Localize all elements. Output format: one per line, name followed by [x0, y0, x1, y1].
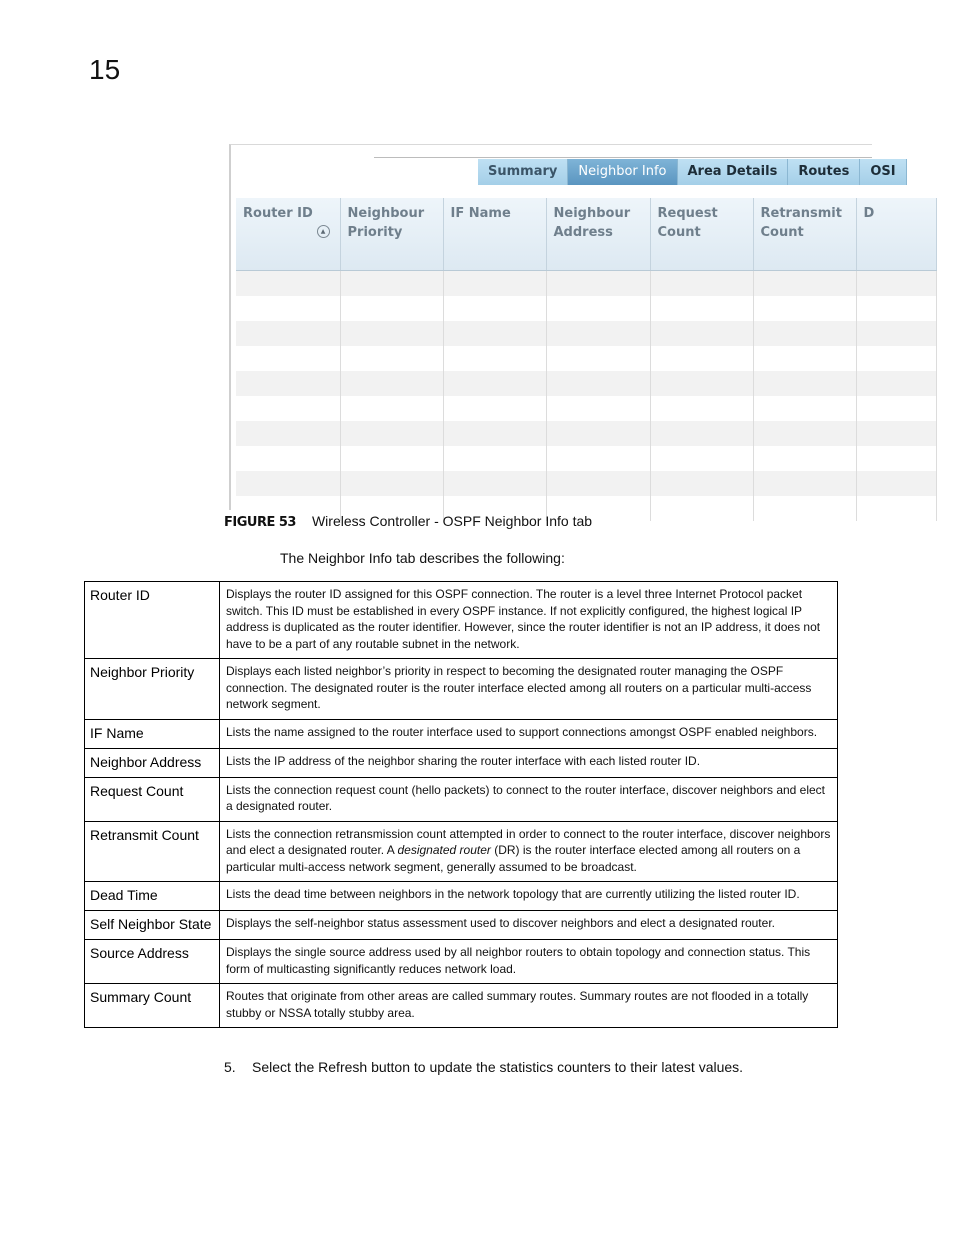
table-cell	[546, 321, 650, 346]
table-cell	[856, 396, 936, 421]
table-cell	[856, 421, 936, 446]
tab-area-details[interactable]: Area Details	[678, 159, 789, 185]
column-header-neighbour-priority[interactable]	[340, 198, 443, 271]
step-prefix: Select the	[252, 1059, 319, 1075]
figure-title: Wireless Controller - OSPF Neighbor Info tab	[311, 513, 593, 529]
divider	[374, 157, 872, 158]
table-row[interactable]	[236, 396, 936, 421]
column-header-label: Router ID	[243, 206, 313, 221]
table-cell	[236, 346, 340, 371]
table-cell	[443, 346, 546, 371]
column-header-d[interactable]	[856, 198, 936, 271]
field-row	[85, 777, 838, 821]
intro-tab-name: Neighbor Info	[308, 550, 393, 566]
column-header-if-name[interactable]	[443, 198, 546, 271]
description-text: (DR) is the router interface elected among all routers on a particular multi-access network segment, generally assumed to be broadcast.	[226, 843, 801, 874]
table-cell	[340, 421, 443, 446]
figure-label: FIGURE 53	[224, 515, 296, 530]
table-cell	[650, 321, 753, 346]
table-cell	[753, 496, 856, 521]
table-cell	[340, 271, 443, 297]
field-term: Router ID	[85, 582, 220, 659]
column-header-request-count[interactable]	[650, 198, 753, 271]
field-description	[220, 582, 838, 659]
table-row[interactable]	[236, 321, 936, 346]
field-term: Request Count	[85, 777, 220, 821]
description-text: Displays the self-neighbor status assessment used to discover neighbors and elect a designated router.	[226, 916, 775, 930]
column-header-router-id[interactable]	[236, 198, 340, 271]
table-cell	[650, 496, 753, 521]
table-cell	[443, 271, 546, 297]
intro-prefix: The	[280, 550, 309, 566]
column-header-label: Neighbour Address	[553, 206, 631, 240]
column-header-label: IF Name	[450, 206, 511, 221]
field-description	[220, 659, 838, 720]
field-description	[220, 719, 838, 748]
step-number: 5.	[224, 1059, 236, 1075]
table-cell	[753, 396, 856, 421]
field-term: Retransmit Count	[85, 821, 220, 882]
tab-neighbor-info[interactable]: Neighbor Info	[568, 159, 677, 185]
table-cell	[443, 421, 546, 446]
field-row	[85, 882, 838, 911]
table-cell	[236, 421, 340, 446]
table-cell	[340, 321, 443, 346]
table-cell	[340, 446, 443, 471]
table-cell	[650, 396, 753, 421]
table-cell	[443, 471, 546, 496]
intro-text	[280, 550, 565, 566]
table-cell	[753, 296, 856, 321]
field-term: Neighbor Priority	[85, 659, 220, 720]
table-cell	[236, 446, 340, 471]
table-cell	[236, 296, 340, 321]
table-cell	[340, 396, 443, 421]
figure-caption	[224, 513, 592, 530]
intro-suffix: tab describes the following:	[392, 550, 565, 566]
sort-ascending-icon[interactable]: ▲	[317, 225, 330, 238]
field-row	[85, 659, 838, 720]
table-cell	[340, 471, 443, 496]
field-description	[220, 821, 838, 882]
column-header-label: D	[863, 206, 875, 221]
column-header-neighbour-address[interactable]	[546, 198, 650, 271]
field-row	[85, 821, 838, 882]
field-row	[85, 582, 838, 659]
field-row	[85, 940, 838, 984]
table-cell	[443, 446, 546, 471]
table-row[interactable]	[236, 296, 936, 321]
table-cell	[856, 496, 936, 521]
table-row[interactable]	[236, 346, 936, 371]
table-cell	[650, 421, 753, 446]
description-text: Lists the name assigned to the router interface used to support connections amongst OSPF enabled neighbors.	[226, 724, 818, 739]
table-cell	[443, 396, 546, 421]
field-term: Dead Time	[85, 882, 220, 911]
field-description	[220, 882, 838, 911]
emphasized-term: designated router	[397, 843, 491, 857]
description-text: Displays each listed neighbor’s priority in respect to becoming the designated router managing the OSPF connection. The designated router is the router interface elected among all routers on a particular multi-access network segment.	[226, 664, 812, 711]
field-description	[220, 940, 838, 984]
table-cell	[753, 346, 856, 371]
step-suffix: button to update the statistics counters to their latest values.	[367, 1059, 744, 1075]
column-header-retransmit-count[interactable]	[753, 198, 856, 271]
table-cell	[856, 446, 936, 471]
neighbor-table	[236, 198, 937, 521]
field-row	[85, 911, 838, 940]
description-text: Displays the router ID assigned for this OSPF connection. The router is a level three Internet Protocol packet switch. This ID must be established in every OSPF instance. If not explicitly configured, the highest logical IP address is duplicated as the router identifier. However, since the router identifier is not an IP address, it does not have to be a part of any routable subnet in the network.	[226, 587, 821, 651]
table-cell	[650, 371, 753, 396]
field-description-table	[84, 581, 838, 1028]
field-row	[85, 984, 838, 1028]
table-cell	[236, 471, 340, 496]
table-cell	[856, 296, 936, 321]
table-row[interactable]	[236, 471, 936, 496]
table-cell	[236, 271, 340, 297]
description-text: Lists the IP address of the neighbor sharing the router interface with each listed router ID.	[226, 753, 701, 768]
table-cell	[856, 371, 936, 396]
field-description	[220, 777, 838, 821]
step-5	[224, 1059, 743, 1075]
table-cell	[753, 471, 856, 496]
field-term: Summary Count	[85, 984, 220, 1028]
table-cell	[856, 271, 936, 297]
table-cell	[340, 296, 443, 321]
description-text: Lists the dead time between neighbors in the network topology that are currently utilizing the listed router ID.	[226, 887, 800, 901]
table-cell	[236, 396, 340, 421]
table-cell	[546, 421, 650, 446]
table-cell	[753, 371, 856, 396]
refresh-button-name: Refresh	[318, 1059, 368, 1075]
table-cell	[443, 296, 546, 321]
field-row	[85, 748, 838, 777]
field-description	[220, 748, 838, 777]
column-header-label: Request Count	[657, 206, 718, 240]
tab-routes[interactable]: Routes	[788, 159, 860, 185]
column-header-label: Retransmit Count	[760, 206, 842, 240]
field-term: Source Address	[85, 940, 220, 984]
table-cell	[856, 471, 936, 496]
tab-bar	[478, 159, 907, 185]
table-cell	[340, 371, 443, 396]
table-cell	[546, 396, 650, 421]
field-term: Neighbor Address	[85, 748, 220, 777]
table-row[interactable]	[236, 271, 936, 297]
table-cell	[650, 446, 753, 471]
description-text: Lists the connection retransmission count attempted in order to connect to the router interface, discover neighbors and elect a designated router. A	[226, 826, 831, 857]
table-cell	[443, 321, 546, 346]
table-cell	[546, 446, 650, 471]
table-cell	[753, 446, 856, 471]
table-cell	[856, 346, 936, 371]
field-term: IF Name	[85, 719, 220, 748]
table-cell	[856, 321, 936, 346]
table-cell	[650, 471, 753, 496]
table-cell	[650, 346, 753, 371]
description-text: Displays the single source address used by all neighbor routers to obtain topology and connection status. This form of multicasting significantly reduces network load.	[226, 945, 811, 976]
table-cell	[340, 346, 443, 371]
table-cell	[546, 371, 650, 396]
column-header-label: Neighbour Priority	[347, 206, 425, 240]
table-cell	[546, 271, 650, 297]
ospf-screenshot	[229, 144, 896, 510]
table-cell	[753, 421, 856, 446]
table-cell	[546, 346, 650, 371]
description-text: Lists the connection request count (hello packets) to connect to the router interface, discover neighbors and elect a designated router.	[226, 782, 826, 813]
chapter-number: 15	[89, 54, 121, 85]
table-cell	[546, 296, 650, 321]
field-description	[220, 984, 838, 1028]
table-cell	[236, 321, 340, 346]
tab-summary[interactable]: Summary	[478, 159, 568, 185]
table-cell	[753, 321, 856, 346]
field-term: Self Neighbor State	[85, 911, 220, 940]
field-description	[220, 911, 838, 940]
field-row	[85, 719, 838, 748]
tab-osi[interactable]: OSI	[860, 159, 906, 185]
table-cell	[650, 271, 753, 297]
table-cell	[443, 371, 546, 396]
table-cell	[650, 296, 753, 321]
description-text: Routes that originate from other areas are called summary routes. Summary routes are not flooded in a totally stubby or NSSA totally stubby area.	[226, 989, 809, 1020]
table-row[interactable]	[236, 371, 936, 396]
table-cell	[236, 371, 340, 396]
table-cell	[753, 271, 856, 297]
table-cell	[546, 471, 650, 496]
table-row[interactable]	[236, 421, 936, 446]
table-row[interactable]	[236, 446, 936, 471]
